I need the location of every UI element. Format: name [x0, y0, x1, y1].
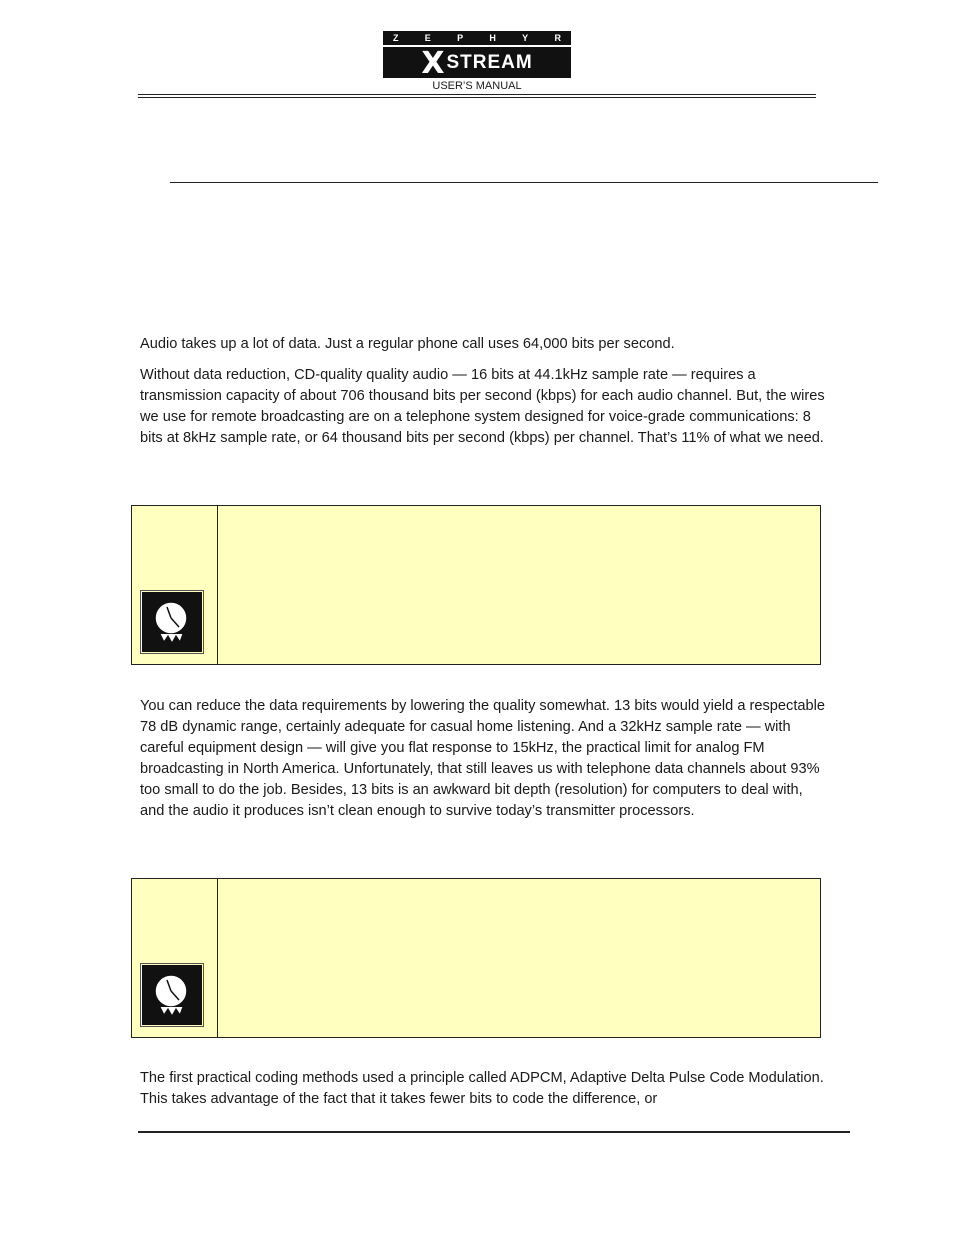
footer-rule	[138, 1131, 850, 1133]
logo-letter: R	[554, 32, 561, 43]
note-text	[228, 516, 810, 654]
paragraph-reduce-quality: You can reduce the data requirements by lowering the quality somewhat. 13 bits would yield a respectable 78 dB dynamic range, certainly adequate for casual home listening. And a 32kHz sample rate — with careful equipment design — will give you flat response to 15kHz, the practical limit for analog FM broadcasting in North America. Unfortunately, that still leaves us with telephone data channels about 93% too small to do the job. Besides, 13 bits is an awkward bit depth (resolution) for computers to deal with, and the audio it produces isn’t clean enough to survive today’s transmitter processors.	[140, 698, 825, 819]
knob-icon	[142, 965, 202, 1025]
logo-letter: P	[457, 32, 464, 43]
logo-letter: E	[424, 32, 431, 43]
section-rule	[170, 182, 878, 183]
note-box	[131, 878, 821, 1038]
logo-letter: H	[489, 32, 496, 43]
paragraph-audio-data: Audio takes up a lot of data. Just a regular phone call uses 64,000 bits per second.	[140, 336, 675, 352]
logo-brand-letters	[383, 31, 571, 44]
logo-letter: Z	[393, 32, 399, 43]
note-text	[228, 889, 810, 1027]
logo-wordmark	[383, 45, 571, 78]
knob-icon	[142, 592, 202, 652]
paragraph-cd-quality: Without data reduction, CD-quality quality audio — 16 bits at 44.1kHz sample rate — requires a transmission capacity of about 706 thousand bits per second (kbps) for each audio channel. But, the wires we use for remote broadcasting are on a telephone system designed for voice-grade communications: 8 bits at 8kHz sample rate, or 64 thousand bits per second (kbps) per channel. That’s 11% of what we need.	[140, 367, 825, 446]
logo-letter: Y	[522, 32, 529, 43]
header-rule	[138, 97, 816, 98]
logo-word: STREAM	[446, 52, 533, 73]
header-rule	[138, 94, 816, 95]
note-column-divider	[217, 506, 218, 664]
zephyr-xstream-logo	[383, 31, 571, 78]
paragraph-adpcm: The first practical coding methods used a principle called ADPCM, Adaptive Delta Pulse Code Modulation. This takes advantage of the fact that it takes fewer bits to code the difference, or	[140, 1070, 824, 1107]
manual-label: USER’S MANUAL	[432, 80, 522, 92]
note-column-divider	[217, 879, 218, 1037]
logo-x: X	[421, 45, 446, 78]
logo-divider	[383, 45, 571, 47]
note-box	[131, 505, 821, 665]
